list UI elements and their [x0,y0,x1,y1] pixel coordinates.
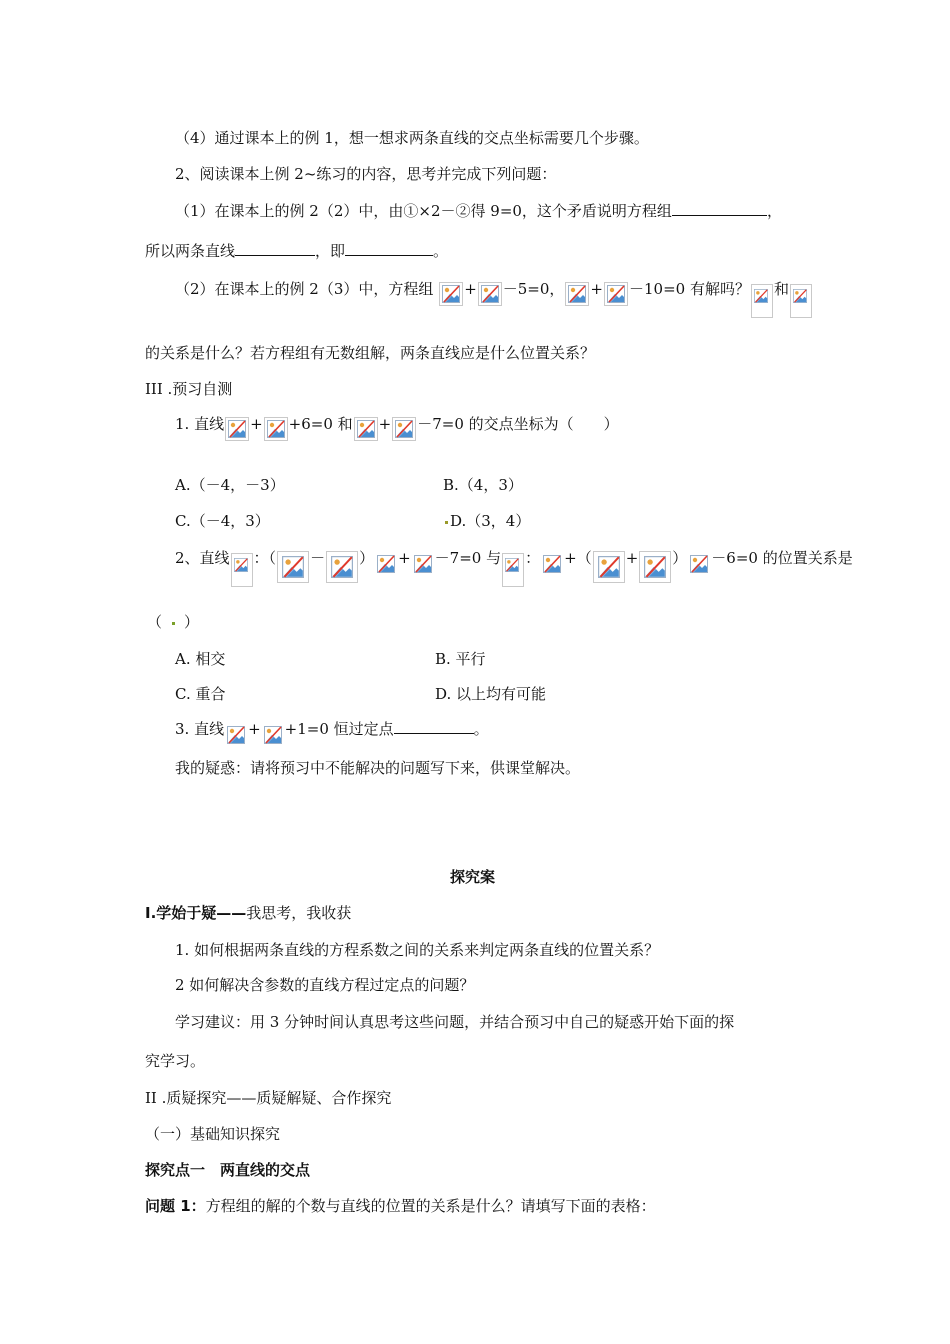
fill-blank[interactable] [394,719,474,734]
text: + [625,549,639,567]
broken-image-icon [326,551,358,583]
broken-image-icon [354,417,378,441]
text: D.（3，4） [450,512,531,530]
text: +6=0 和 [288,415,353,433]
broken-image-icon [277,551,309,583]
q2-option-c[interactable]: C. 重合 [175,685,226,703]
text: 问题 1： [145,1197,206,1215]
q2-option-a[interactable]: A. 相交 [175,650,226,668]
broken-image-icon [225,724,247,746]
broken-image-icon [790,284,812,318]
broken-image-icon [751,284,773,318]
text: +1=0 恒过定点 [284,720,394,738]
section-1-title [145,903,351,923]
text: ） [672,549,688,567]
section-self-test-title: III .预习自测 [145,380,233,398]
text: I.学始于疑—— [145,904,247,922]
text: （1）在课本上的例 2（2）中，由①×2－②得 9=0，这个矛盾说明方程组 [175,202,672,220]
text: －7=0 的交点坐标为（ ） [417,415,619,433]
text: 。 [433,242,449,260]
text: ，即 [315,242,346,260]
text: +（ [564,549,592,567]
study-advice-cont: 究学习。 [145,1052,206,1070]
broken-image-icon [375,553,397,575]
broken-image-icon [262,724,284,746]
para-step-question: （4）通过课本上的例 1，想一想求两条直线的交点坐标需要几个步骤。 [175,129,649,147]
text: ：（ [253,549,277,567]
text: + [378,415,392,433]
text: 我思考，我收获 [246,904,352,922]
text: －7=0 与 [434,549,502,567]
text: 3. 直线 [175,720,225,738]
text: （2）在课本上的例 2（3）中，方程组 [175,280,434,298]
text: + [464,280,477,298]
text: ） [184,613,200,631]
broken-image-icon [688,553,710,575]
text: + [590,280,603,298]
q2-option-b[interactable]: B. 平行 [435,650,486,668]
text: + [398,549,411,567]
fill-blank[interactable] [345,241,433,256]
fill-blank[interactable] [672,201,767,216]
text: 1. 直线 [175,415,225,433]
doubt-note: 我的疑惑：请将预习中不能解决的问题写下来，供课堂解决。 [175,759,581,777]
para-read-instruction: 2、阅读课本上例 2~练习的内容，思考并完成下列问题： [175,165,557,183]
broken-image-icon [225,417,249,441]
text: －6=0 的位置关系是 [711,549,853,567]
text: 和 [773,280,789,298]
q1-option-b[interactable]: B.（4，3） [443,476,523,494]
text: 方程组的解的个数与直线的位置的关系是什么？请填写下面的表格： [205,1197,656,1215]
explore-q2: 2 如何解决含参数的直线方程过定点的问题？ [175,976,475,994]
text: + [250,415,263,433]
subsection-basic: （一）基础知识探究 [145,1125,281,1143]
text: + [248,720,261,738]
page-title: 探究案 [450,868,496,886]
broken-image-icon [565,282,589,306]
broken-image-icon [604,282,628,306]
broken-image-icon [439,282,463,306]
para-two-lines [145,241,448,261]
para-relation-question: 的关系是什么？若方程组有无数组解，两条直线应是什么位置关系？ [145,344,596,362]
broken-image-icon [541,553,563,575]
q1-option-c[interactable]: C.（－4，3） [175,512,270,530]
section-2-title: II .质疑探究——质疑解疑、合作探究 [145,1089,392,1107]
broken-image-icon [639,551,671,583]
text: ， [766,202,782,220]
para-example-2-3 [175,279,813,318]
stray-dot [445,521,448,524]
text: 所以两条直线 [145,242,236,260]
explore-point-1: 探究点一 两直线的交点 [145,1161,311,1179]
broken-image-icon [392,417,416,441]
broken-image-icon [264,417,288,441]
problem-1 [145,1196,656,1216]
fill-blank[interactable] [235,241,315,256]
text: 2、直线 [175,549,230,567]
text: ： [525,549,541,567]
question-1 [175,414,619,441]
question-3 [175,719,489,746]
broken-image-icon [231,553,253,587]
broken-image-icon [478,282,502,306]
q2-option-d[interactable]: D. 以上均有可能 [435,685,547,703]
stray-dot [172,622,175,625]
text: 。 [473,720,489,738]
text: ） [359,549,375,567]
q1-option-a[interactable]: A.（－4，－3） [175,476,285,494]
explore-q1: 1. 如何根据两条直线的方程系数之间的关系来判定两条直线的位置关系？ [175,941,660,959]
broken-image-icon [593,551,625,583]
text: － [310,549,326,567]
study-advice: 学习建议：用 3 分钟时间认真思考这些问题，并结合预习中自己的疑惑开始下面的探 [175,1013,735,1031]
text: －5=0， [502,280,565,298]
q2-answer-paren[interactable] [147,612,199,632]
text: （ [147,613,163,631]
question-2 [175,548,853,587]
broken-image-icon [502,553,524,587]
q1-option-d[interactable] [443,511,530,531]
broken-image-icon [412,553,434,575]
text: －10=0 有解吗？ [629,280,750,298]
para-example-2-2 [175,201,782,221]
